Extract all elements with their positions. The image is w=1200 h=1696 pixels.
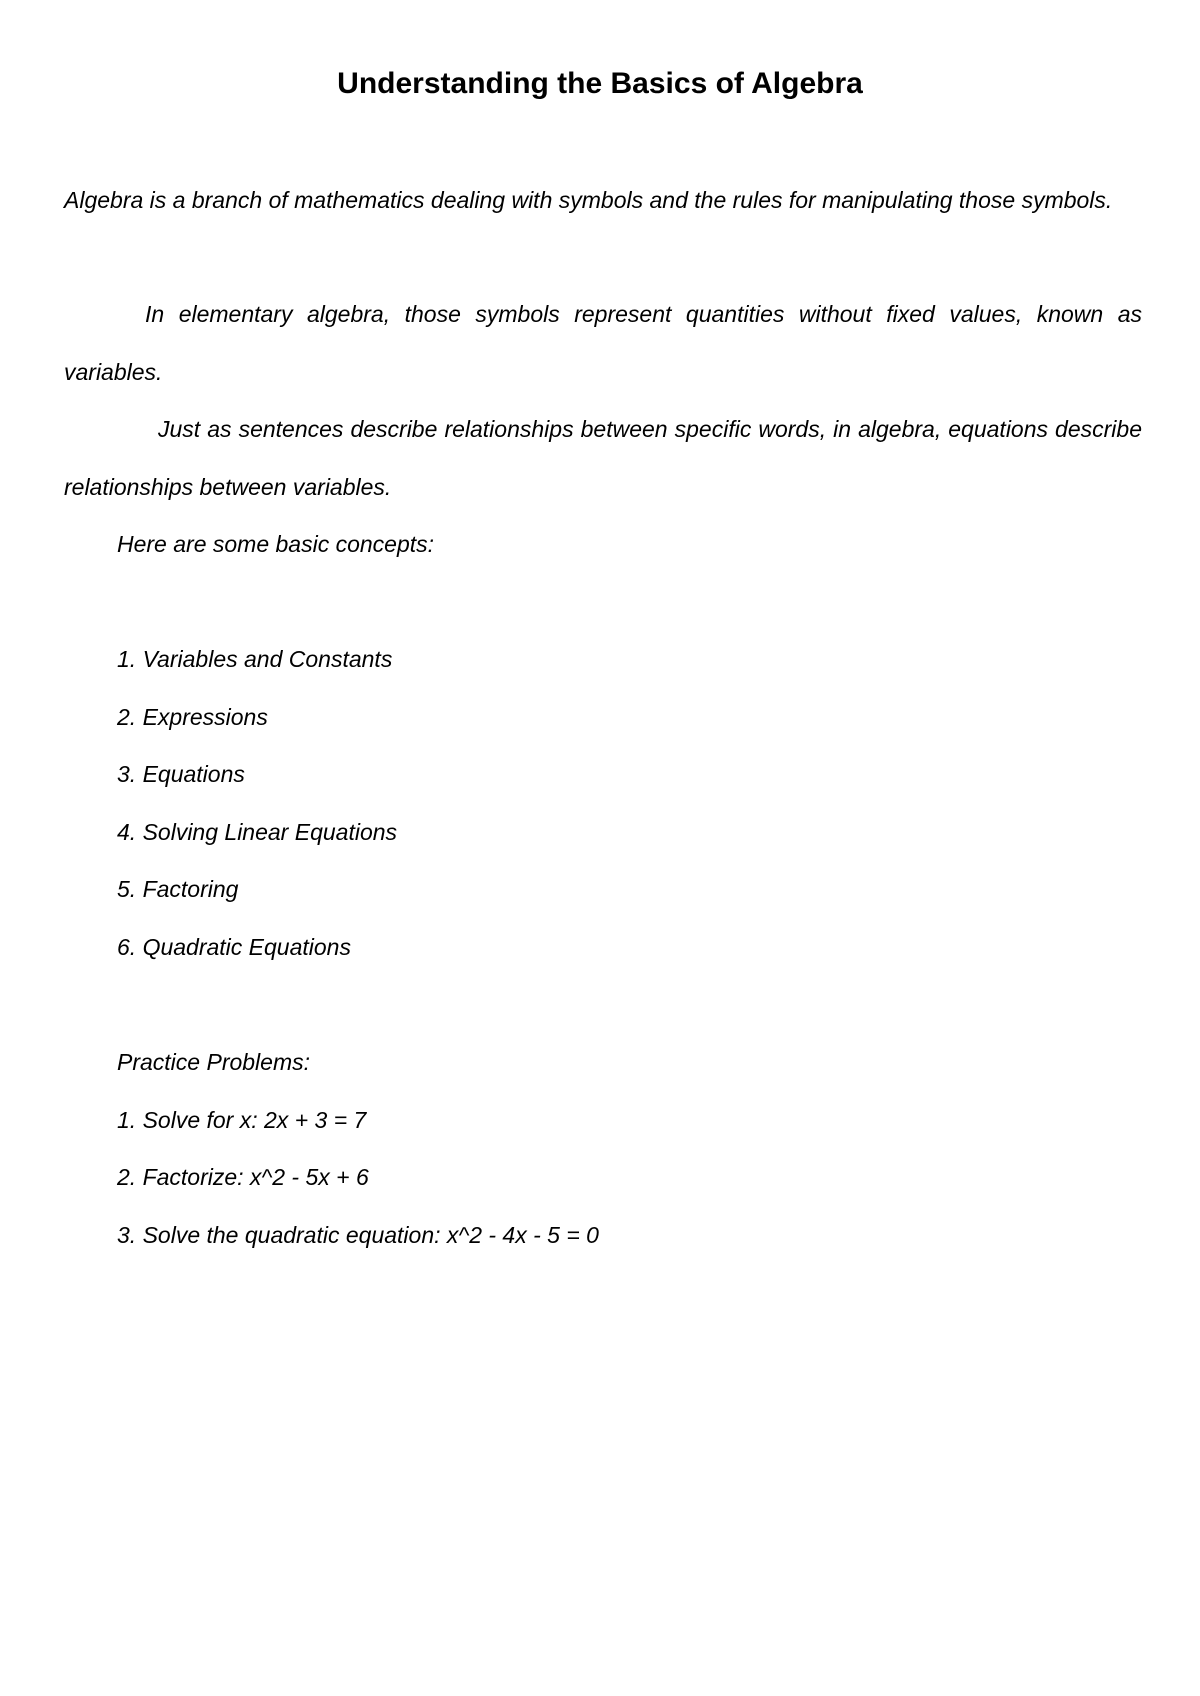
document-title: Understanding the Basics of Algebra: [337, 67, 863, 100]
list-item: 2. Expressions: [117, 704, 268, 730]
list-item: 5. Factoring: [117, 876, 239, 902]
practice-heading: Practice Problems:: [117, 1049, 311, 1075]
paragraph-elementary-algebra: In elementary algebra, those symbols represent quantities without fixed values, known as variables.: [64, 301, 1142, 385]
list-item: 2. Factorize: x^2 - 5x + 6: [117, 1164, 369, 1190]
list-item: 3. Solve the quadratic equation: x^2 - 4x - 5 = 0: [117, 1222, 599, 1248]
list-item: 4. Solving Linear Equations: [117, 819, 398, 845]
list-item: 1. Solve for x: 2x + 3 = 7: [117, 1107, 367, 1133]
list-item: 3. Equations: [117, 761, 245, 787]
paragraph-equations: Just as sentences describe relationships between specific words, in algebra, equations describe relationships between variables.: [64, 416, 1142, 500]
concepts-intro: Here are some basic concepts:: [117, 531, 435, 557]
list-item: 1. Variables and Constants: [117, 646, 393, 672]
paragraph-definition: Algebra is a branch of mathematics dealing with symbols and the rules for manipulating those symbols.: [64, 187, 1113, 213]
list-item: 6. Quadratic Equations: [117, 934, 351, 960]
